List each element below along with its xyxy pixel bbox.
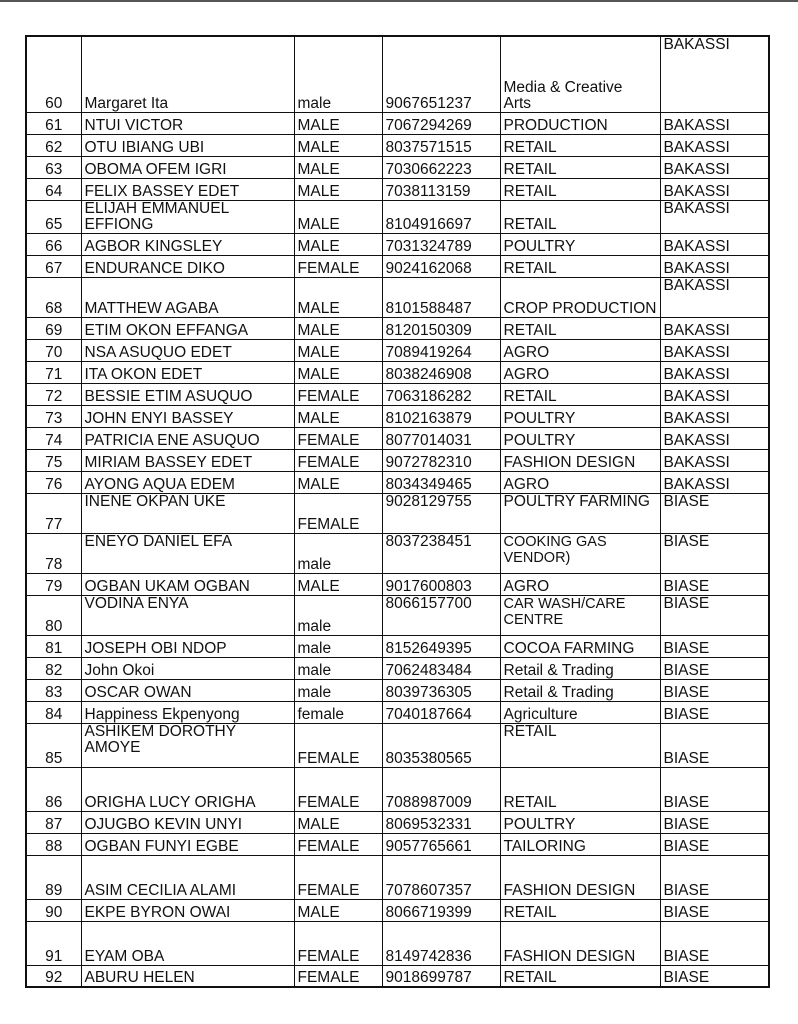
business-cell: COOKING GAS VENDOR) [500,533,660,573]
table-row [26,811,769,833]
name-cell: VODINA ENYA [81,595,294,635]
phone-cell: 8069532331 [382,811,500,833]
business-cell: AGRO [500,361,660,383]
lga-cell: BIASE [660,855,769,899]
table-row [26,277,769,317]
row-number: 83 [26,679,81,701]
lga-cell: BAKASSI [660,317,769,339]
phone-cell: 8038246908 [382,361,500,383]
row-number: 90 [26,899,81,921]
business-cell: CAR WASH/CARE CENTRE [500,595,660,635]
lga-cell: BIASE [660,811,769,833]
phone-cell: 8037571515 [382,134,500,156]
table-row [26,405,769,427]
gender-cell: FEMALE [294,833,382,855]
gender-cell: female [294,701,382,723]
table-row [26,178,769,200]
gender-cell: MALE [294,233,382,255]
table-row [26,339,769,361]
table-row [26,233,769,255]
name-cell: OGBAN FUNYI EGBE [81,833,294,855]
table-row [26,573,769,595]
lga-cell: BIASE [660,701,769,723]
gender-cell: FEMALE [294,965,382,987]
table-row [26,156,769,178]
name-cell: ABURU HELEN [81,965,294,987]
name-cell: ASIM CECILIA ALAMI [81,855,294,899]
phone-cell: 7088987009 [382,767,500,811]
lga-cell: BAKASSI [660,200,769,233]
phone-cell: 7031324789 [382,233,500,255]
name-cell: John Okoi [81,657,294,679]
business-cell: RETAIL [500,178,660,200]
gender-cell: FEMALE [294,383,382,405]
table-row [26,899,769,921]
row-number: 74 [26,427,81,449]
lga-cell: BIASE [660,723,769,767]
phone-cell: 9057765661 [382,833,500,855]
gender-cell: FEMALE [294,427,382,449]
phone-cell: 7067294269 [382,112,500,134]
phone-cell: 8152649395 [382,635,500,657]
table-row [26,361,769,383]
table-row [26,134,769,156]
name-cell: MATTHEW AGABA [81,277,294,317]
name-cell: OSCAR OWAN [81,679,294,701]
table-row [26,36,769,112]
phone-cell: 8035380565 [382,723,500,767]
gender-cell: MALE [294,156,382,178]
business-cell: FASHION DESIGN [500,449,660,471]
phone-cell: 8101588487 [382,277,500,317]
business-cell: RETAIL [500,255,660,277]
name-cell: Margaret Ita [81,36,294,112]
table-row [26,833,769,855]
phone-cell: 8102163879 [382,405,500,427]
row-number: 60 [26,36,81,112]
lga-cell: BAKASSI [660,156,769,178]
name-cell: BESSIE ETIM ASUQUO [81,383,294,405]
name-cell: PATRICIA ENE ASUQUO [81,427,294,449]
table-row [26,635,769,657]
row-number: 71 [26,361,81,383]
lga-cell: BIASE [660,573,769,595]
business-cell: AGRO [500,573,660,595]
business-cell: RETAIL [500,317,660,339]
table-row [26,449,769,471]
phone-cell: 8066719399 [382,899,500,921]
business-cell: POULTRY [500,233,660,255]
phone-cell: 7089419264 [382,339,500,361]
name-cell: ORIGHA LUCY ORIGHA [81,767,294,811]
gender-cell: MALE [294,112,382,134]
name-cell: Happiness Ekpenyong [81,701,294,723]
gender-cell: MALE [294,178,382,200]
row-number: 70 [26,339,81,361]
phone-cell: 8149742836 [382,921,500,965]
table-row [26,965,769,987]
phone-cell: 9018699787 [382,965,500,987]
phone-cell: 7030662223 [382,156,500,178]
row-number: 73 [26,405,81,427]
phone-cell: 7040187664 [382,701,500,723]
business-cell: AGRO [500,339,660,361]
business-cell: RETAIL [500,965,660,987]
gender-cell: FEMALE [294,493,382,533]
lga-cell: BAKASSI [660,361,769,383]
gender-cell: MALE [294,361,382,383]
phone-cell: 7078607357 [382,855,500,899]
name-cell: OGBAN UKAM OGBAN [81,573,294,595]
name-cell: ETIM OKON EFFANGA [81,317,294,339]
row-number: 76 [26,471,81,493]
lga-cell: BIASE [660,679,769,701]
gender-cell: FEMALE [294,767,382,811]
table-row [26,112,769,134]
row-number: 63 [26,156,81,178]
business-cell: FASHION DESIGN [500,921,660,965]
gender-cell: MALE [294,339,382,361]
phone-cell: 7038113159 [382,178,500,200]
row-number: 66 [26,233,81,255]
gender-cell: MALE [294,471,382,493]
table-body [26,36,769,987]
name-cell: ENEYO DANIEL EFA [81,533,294,573]
business-cell: Retail & Trading [500,679,660,701]
gender-cell: MALE [294,405,382,427]
table-row [26,533,769,573]
business-cell: RETAIL [500,156,660,178]
business-cell: POULTRY [500,405,660,427]
gender-cell: male [294,533,382,573]
page-top-border [0,0,798,2]
row-number: 69 [26,317,81,339]
lga-cell: BIASE [660,635,769,657]
row-number: 75 [26,449,81,471]
business-cell: RETAIL [500,134,660,156]
row-number: 77 [26,493,81,533]
name-cell: JOSEPH OBI NDOP [81,635,294,657]
name-cell: NTUI VICTOR [81,112,294,134]
phone-cell: 8037238451 [382,533,500,573]
table-row [26,723,769,767]
business-cell: RETAIL [500,767,660,811]
lga-cell: BAKASSI [660,255,769,277]
business-cell: FASHION DESIGN [500,855,660,899]
lga-cell: BAKASSI [660,405,769,427]
phone-cell: 7063186282 [382,383,500,405]
table-row [26,493,769,533]
lga-cell: BAKASSI [660,233,769,255]
row-number: 78 [26,533,81,573]
business-cell: AGRO [500,471,660,493]
business-cell: RETAIL [500,200,660,233]
name-cell: INENE OKPAN UKE [81,493,294,533]
phone-cell: 7062483484 [382,657,500,679]
phone-cell: 9067651237 [382,36,500,112]
lga-cell: BIASE [660,921,769,965]
lga-cell: BAKASSI [660,339,769,361]
name-cell: ASHIKEM DOROTHY AMOYE [81,723,294,767]
business-cell: Retail & Trading [500,657,660,679]
lga-cell: BIASE [660,833,769,855]
lga-cell: BAKASSI [660,36,769,112]
phone-cell: 9072782310 [382,449,500,471]
name-cell: OJUGBO KEVIN UNYI [81,811,294,833]
lga-cell: BAKASSI [660,178,769,200]
table-row [26,383,769,405]
gender-cell: MALE [294,573,382,595]
gender-cell: male [294,36,382,112]
name-cell: JOHN ENYI BASSEY [81,405,294,427]
gender-cell: MALE [294,317,382,339]
business-cell: POULTRY FARMING [500,493,660,533]
gender-cell: FEMALE [294,855,382,899]
table-row [26,657,769,679]
name-cell: MIRIAM BASSEY EDET [81,449,294,471]
name-cell: OTU IBIANG UBI [81,134,294,156]
phone-cell: 8120150309 [382,317,500,339]
business-cell: TAILORING [500,833,660,855]
phone-cell: 8039736305 [382,679,500,701]
lga-cell: BAKASSI [660,277,769,317]
row-number: 61 [26,112,81,134]
lga-cell: BAKASSI [660,134,769,156]
gender-cell: FEMALE [294,255,382,277]
phone-cell: 8034349465 [382,471,500,493]
table-row [26,317,769,339]
gender-cell: MALE [294,134,382,156]
gender-cell: FEMALE [294,449,382,471]
row-number: 79 [26,573,81,595]
business-cell: RETAIL [500,899,660,921]
lga-cell: BAKASSI [660,383,769,405]
row-number: 89 [26,855,81,899]
business-cell: Media & Creative Arts [500,36,660,112]
row-number: 87 [26,811,81,833]
name-cell: FELIX BASSEY EDET [81,178,294,200]
row-number: 85 [26,723,81,767]
business-cell: RETAIL [500,723,660,767]
row-number: 80 [26,595,81,635]
name-cell: OBOMA OFEM IGRI [81,156,294,178]
row-number: 92 [26,965,81,987]
business-cell: Agriculture [500,701,660,723]
table-row [26,200,769,233]
lga-cell: BIASE [660,657,769,679]
name-cell: ELIJAH EMMANUEL EFFIONG [81,200,294,233]
row-number: 88 [26,833,81,855]
table-row [26,255,769,277]
table-row [26,679,769,701]
lga-cell: BIASE [660,493,769,533]
table-row [26,767,769,811]
name-cell: ENDURANCE DIKO [81,255,294,277]
gender-cell: male [294,635,382,657]
table-row [26,701,769,723]
table-row [26,595,769,635]
phone-cell: 8066157700 [382,595,500,635]
gender-cell: FEMALE [294,723,382,767]
gender-cell: male [294,679,382,701]
business-cell: POULTRY [500,811,660,833]
lga-cell: BIASE [660,965,769,987]
business-cell: RETAIL [500,383,660,405]
gender-cell: FEMALE [294,921,382,965]
row-number: 81 [26,635,81,657]
name-cell: EKPE BYRON OWAI [81,899,294,921]
phone-cell: 9024162068 [382,255,500,277]
row-number: 65 [26,200,81,233]
row-number: 82 [26,657,81,679]
lga-cell: BIASE [660,533,769,573]
table-row [26,921,769,965]
row-number: 64 [26,178,81,200]
gender-cell: male [294,657,382,679]
row-number: 91 [26,921,81,965]
business-cell: PRODUCTION [500,112,660,134]
row-number: 62 [26,134,81,156]
business-cell: POULTRY [500,427,660,449]
lga-cell: BAKASSI [660,112,769,134]
lga-cell: BAKASSI [660,471,769,493]
lga-cell: BIASE [660,595,769,635]
row-number: 84 [26,701,81,723]
lga-cell: BAKASSI [660,427,769,449]
phone-cell: 9028129755 [382,493,500,533]
lga-cell: BAKASSI [660,449,769,471]
name-cell: ITA OKON EDET [81,361,294,383]
beneficiary-table [25,35,770,988]
table-row [26,471,769,493]
gender-cell: MALE [294,277,382,317]
lga-cell: BIASE [660,767,769,811]
name-cell: NSA ASUQUO EDET [81,339,294,361]
business-cell: CROP PRODUCTION [500,277,660,317]
row-number: 72 [26,383,81,405]
gender-cell: MALE [294,899,382,921]
row-number: 86 [26,767,81,811]
gender-cell: MALE [294,811,382,833]
phone-cell: 9017600803 [382,573,500,595]
table-row [26,855,769,899]
row-number: 67 [26,255,81,277]
name-cell: EYAM OBA [81,921,294,965]
table-row [26,427,769,449]
row-number: 68 [26,277,81,317]
phone-cell: 8077014031 [382,427,500,449]
name-cell: AGBOR KINGSLEY [81,233,294,255]
gender-cell: MALE [294,200,382,233]
lga-cell: BIASE [660,899,769,921]
business-cell: COCOA FARMING [500,635,660,657]
name-cell: AYONG AQUA EDEM [81,471,294,493]
phone-cell: 8104916697 [382,200,500,233]
gender-cell: male [294,595,382,635]
